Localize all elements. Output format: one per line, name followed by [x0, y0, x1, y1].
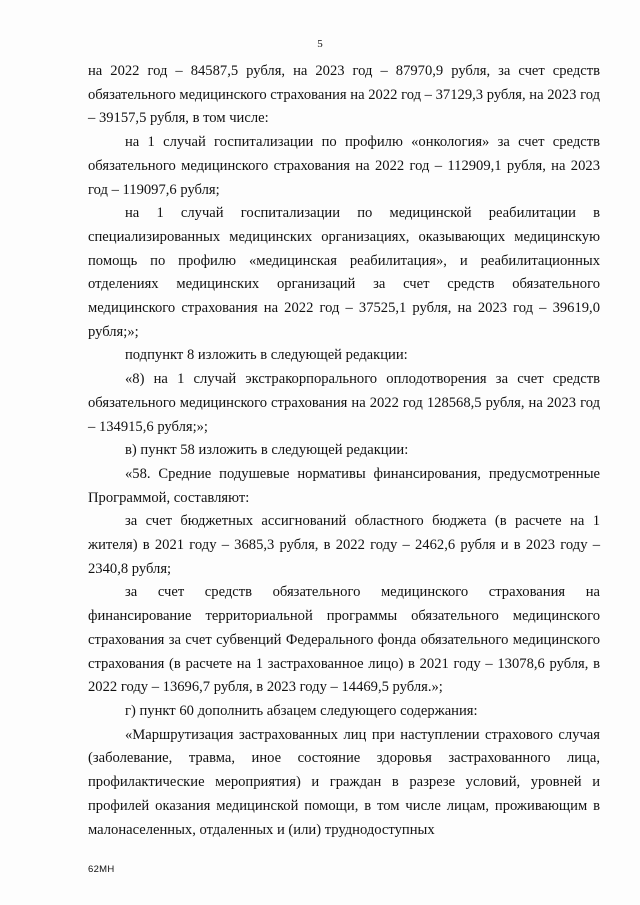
- document-code: 62МН: [88, 864, 115, 875]
- paragraph: «58. Средние подушевые нормативы финансирования, предусмотренные Программой, составляют:: [88, 465, 600, 506]
- paragraph: за счет бюджетных ассигнований областного бюджета (в расчете на 1 жителя) в 2021 году – 3685,3 рубля, в 2022 году – 2462,6 рубля и в 2023 году – 2340,8 рубля;: [88, 513, 600, 577]
- paragraph: на 1 случай госпитализации по профилю «онкология» за счет средств обязательного медицинского страхования на 2022 год – 112909,1 рубля, на 2023 год – 119097,6 рубля;: [88, 134, 600, 198]
- paragraph: на 2022 год – 84587,5 рубля, на 2023 год – 87970,9 рубля, за счет средств обязательного медицинского страхования на 2022 год – 37129,3 рубля, на 2023 год – 39157,5 рубля, в том числе:: [88, 63, 600, 127]
- paragraph: на 1 случай госпитализации по медицинской реабилитации в специализированных медицинских организациях, оказывающих медицинскую помощь по профилю «медицинская реабилитация», и реабилитационных отделениях медицинских организаций за счет средств обязательного медицинского страхования на 2022 год – 37525,1 рубля, на 2023 год – 39619,0 рубля;»;: [88, 205, 600, 340]
- paragraph: г) пункт 60 дополнить абзацем следующего содержания:: [125, 702, 478, 719]
- paragraph: «8) на 1 случай экстракорпорального оплодотворения за счет средств обязательного медицинского страхования на 2022 год 128568,5 рубля, на 2023 год – 134915,6 рубля;»;: [88, 371, 600, 435]
- page-number: 5: [317, 38, 323, 50]
- document-body: [88, 60, 600, 842]
- paragraph: подпункт 8 изложить в следующей редакции:: [125, 347, 408, 364]
- paragraph: за счет средств обязательного медицинского страхования на финансирование территориальной программы обязательного медицинского страхования за счет субвенций Федерального фонда обязательного медицинского страхования (в расчете на 1 застрахованное лицо) в 2021 году – 13078,6 рубля, в 2022 году – 13696,7 рубля, в 2023 году – 14469,5 рубля.»;: [88, 584, 600, 696]
- paragraph: в) пункт 58 изложить в следующей редакции:: [125, 442, 409, 459]
- paragraph: «Маршрутизация застрахованных лиц при наступлении страхового случая (заболевание, травма, иное состояние здоровья застрахованного лица, профилактические мероприятия) и граждан в разрезе условий, уровней и профилей оказания медицинской помощи, в том числе лицам, проживающим в малонаселенных, отдаленных и (или) труднодоступных: [88, 726, 600, 838]
